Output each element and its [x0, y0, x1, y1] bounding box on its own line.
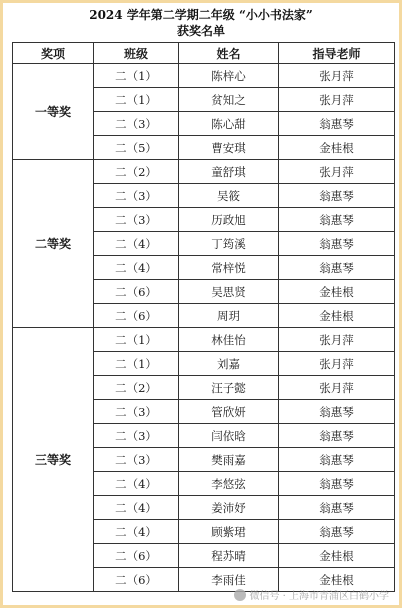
- class-cell: 二（3）: [94, 400, 179, 424]
- teacher-cell: 翁惠琴: [279, 112, 395, 136]
- header-class: 班级: [94, 43, 179, 64]
- header-teacher: 指导老师: [279, 43, 395, 64]
- class-cell: 二（2）: [94, 160, 179, 184]
- teacher-cell: 翁惠琴: [279, 424, 395, 448]
- teacher-cell: 张月萍: [279, 88, 395, 112]
- student-name-cell: 汪子懿: [179, 376, 279, 400]
- watermark-text: 微信号 · 上海市青浦区白鹤小学: [249, 591, 389, 602]
- class-cell: 二（4）: [94, 496, 179, 520]
- class-cell: 二（1）: [94, 352, 179, 376]
- class-cell: 二（6）: [94, 304, 179, 328]
- class-cell: 二（5）: [94, 136, 179, 160]
- student-name-cell: 李悠弦: [179, 472, 279, 496]
- award-level-cell: 二等奖: [13, 160, 94, 328]
- teacher-cell: 翁惠琴: [279, 496, 395, 520]
- class-cell: 二（4）: [94, 520, 179, 544]
- table-row: [13, 328, 395, 352]
- class-cell: 二（3）: [94, 112, 179, 136]
- teacher-cell: 金桂根: [279, 280, 395, 304]
- title-line-1: 2024 学年第二学期二年级 “小小书法家”: [89, 8, 313, 22]
- class-cell: 二（1）: [94, 328, 179, 352]
- student-name-cell: 顾紫珺: [179, 520, 279, 544]
- class-cell: 二（3）: [94, 424, 179, 448]
- header-name: 姓名: [179, 43, 279, 64]
- student-name-cell: 程苏晴: [179, 544, 279, 568]
- teacher-cell: 金桂根: [279, 136, 395, 160]
- student-name-cell: 周玥: [179, 304, 279, 328]
- header-award: 奖项: [13, 43, 94, 64]
- teacher-cell: 张月萍: [279, 376, 395, 400]
- student-name-cell: 曹安琪: [179, 136, 279, 160]
- table-header-row: [13, 43, 395, 64]
- class-cell: 二（1）: [94, 88, 179, 112]
- student-name-cell: 丁筠溪: [179, 232, 279, 256]
- award-level-cell: 三等奖: [13, 328, 94, 592]
- page-title: [3, 7, 399, 39]
- class-cell: 二（3）: [94, 448, 179, 472]
- teacher-cell: 张月萍: [279, 64, 395, 88]
- teacher-cell: 翁惠琴: [279, 448, 395, 472]
- student-name-cell: 管欣妍: [179, 400, 279, 424]
- table-body: [13, 64, 395, 592]
- class-cell: 二（3）: [94, 208, 179, 232]
- student-name-cell: 樊雨嘉: [179, 448, 279, 472]
- teacher-cell: 翁惠琴: [279, 232, 395, 256]
- award-table: [12, 42, 395, 592]
- student-name-cell: 姜沛妤: [179, 496, 279, 520]
- class-cell: 二（2）: [94, 376, 179, 400]
- class-cell: 二（1）: [94, 64, 179, 88]
- teacher-cell: 金桂根: [279, 544, 395, 568]
- class-cell: 二（6）: [94, 568, 179, 592]
- teacher-cell: 翁惠琴: [279, 256, 395, 280]
- teacher-cell: 金桂根: [279, 568, 395, 592]
- award-table-container: [12, 42, 394, 592]
- award-level-cell: 一等奖: [13, 64, 94, 160]
- student-name-cell: 刘嘉: [179, 352, 279, 376]
- teacher-cell: 金桂根: [279, 304, 395, 328]
- teacher-cell: 张月萍: [279, 160, 395, 184]
- class-cell: 二（3）: [94, 184, 179, 208]
- class-cell: 二（4）: [94, 256, 179, 280]
- teacher-cell: 张月萍: [279, 352, 395, 376]
- student-name-cell: 陈梓心: [179, 64, 279, 88]
- teacher-cell: 翁惠琴: [279, 472, 395, 496]
- teacher-cell: 张月萍: [279, 328, 395, 352]
- student-name-cell: 闫依晗: [179, 424, 279, 448]
- student-name-cell: 常梓悦: [179, 256, 279, 280]
- title-line-2: 获奖名单: [176, 24, 225, 38]
- class-cell: 二（4）: [94, 232, 179, 256]
- class-cell: 二（4）: [94, 472, 179, 496]
- student-name-cell: 吴思贤: [179, 280, 279, 304]
- student-name-cell: 林佳怡: [179, 328, 279, 352]
- teacher-cell: 翁惠琴: [279, 184, 395, 208]
- student-name-cell: 历政旭: [179, 208, 279, 232]
- student-name-cell: 童舒琪: [179, 160, 279, 184]
- class-cell: 二（6）: [94, 544, 179, 568]
- table-row: [13, 160, 395, 184]
- teacher-cell: 翁惠琴: [279, 520, 395, 544]
- table-row: [13, 64, 395, 88]
- teacher-cell: 翁惠琴: [279, 400, 395, 424]
- student-name-cell: 陈心甜: [179, 112, 279, 136]
- student-name-cell: 李雨佳: [179, 568, 279, 592]
- student-name-cell: 吴筱: [179, 184, 279, 208]
- class-cell: 二（6）: [94, 280, 179, 304]
- teacher-cell: 翁惠琴: [279, 208, 395, 232]
- student-name-cell: 贫知之: [179, 88, 279, 112]
